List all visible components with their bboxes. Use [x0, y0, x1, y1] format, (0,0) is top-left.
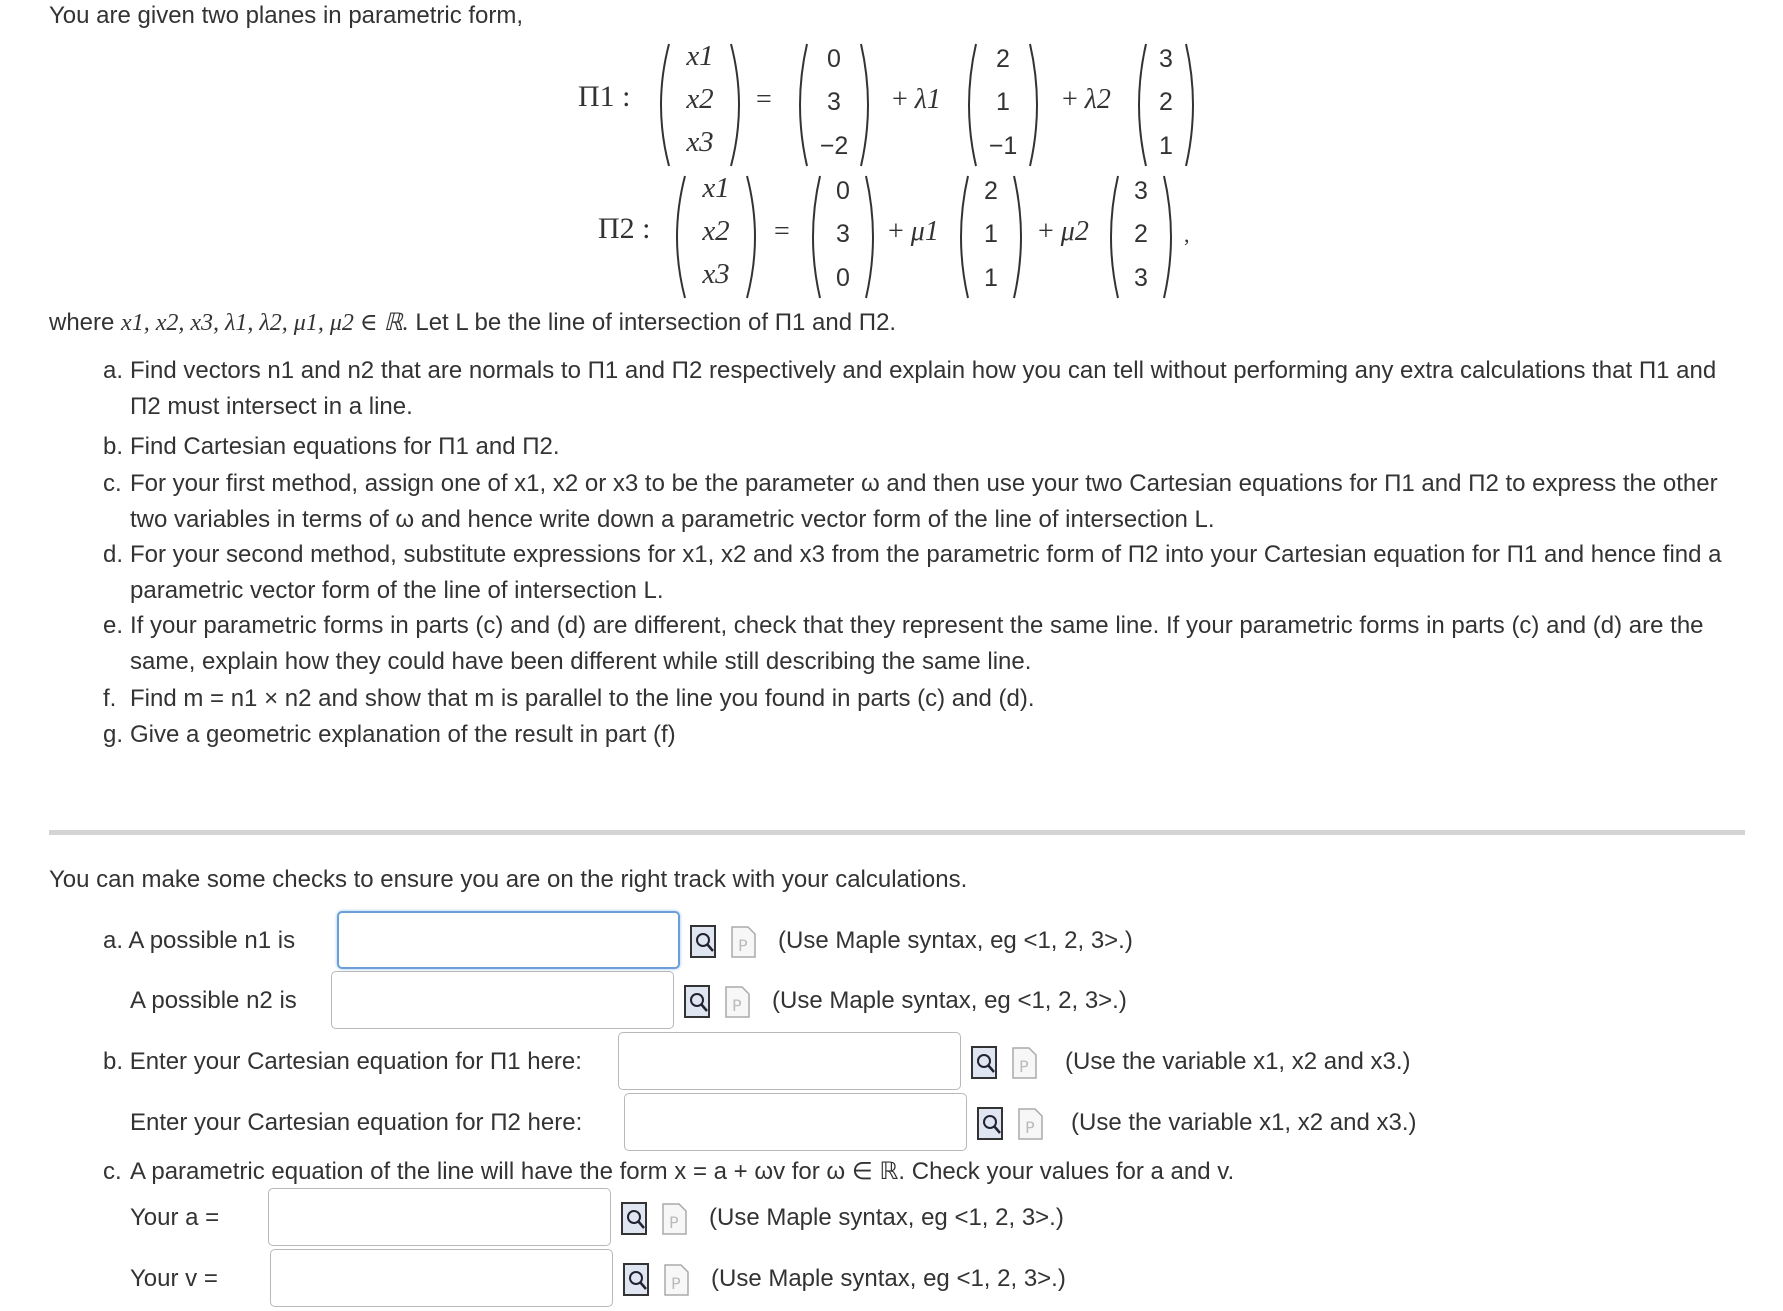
line-definition: Let L be the line of intersection of Π1 and Π2. — [415, 309, 897, 336]
parametric-form-line: c. A parametric equation of the line will have the form x = a + ωv for ω ∈ ℝ. Check your values for a and v. — [103, 1158, 1235, 1185]
plane1-label: Π1 : — [578, 80, 631, 113]
checks-intro: You can make some checks to ensure you are on the right track with your calculations. — [49, 866, 968, 893]
plane2-mu1: + μ1 — [888, 216, 939, 247]
syntax-help-icon[interactable] — [730, 925, 758, 959]
svg-text:P: P — [732, 996, 742, 1015]
n1-label: a. A possible n1 is — [103, 927, 296, 954]
pi1-label: b. Enter your Cartesian equation for Π1 here: — [103, 1048, 582, 1075]
syntax-help-icon[interactable] — [724, 985, 752, 1019]
svg-text:P: P — [1025, 1118, 1035, 1137]
question-f: f. Find m = n1 × n2 and show that m is parallel to the line you found in parts (c) and (d). — [103, 685, 1035, 712]
svg-text:P: P — [669, 1213, 679, 1232]
section-divider — [49, 830, 1745, 835]
field-row-v — [0, 1249, 1783, 1311]
pi1-equation-input[interactable] — [618, 1032, 961, 1090]
plane1-direction2-vector: 3 2 1 — [1134, 40, 1198, 170]
n2-hint: (Use Maple syntax, eg <1, 2, 3>.) — [772, 987, 1127, 1014]
plane2-label: Π2 : — [598, 212, 651, 245]
plane1-point-vector: 0 3 −2 — [795, 40, 873, 170]
v-label: Your v = — [130, 1265, 218, 1292]
preview-icon[interactable] — [977, 1107, 1005, 1141]
svg-text:P: P — [1019, 1057, 1029, 1076]
plane2-mu2: + μ2 — [1038, 216, 1089, 247]
pi2-equation-input[interactable] — [624, 1093, 967, 1151]
preview-icon[interactable] — [623, 1263, 651, 1297]
plane2-direction2-vector: 3 2 3 — [1106, 172, 1176, 302]
a-vector-input[interactable] — [268, 1188, 611, 1246]
a-hint: (Use Maple syntax, eg <1, 2, 3>.) — [709, 1204, 1064, 1231]
n1-hint: (Use Maple syntax, eg <1, 2, 3>.) — [778, 927, 1133, 954]
question-c: c. For your first method, assign one of x1, x2 or x3 to be the parameter ω and then use your two Cartesian equations for Π1 and Π2 to express the other two variables in terms of ω and hence write down a parametric vector form of the line of intersection L. — [103, 470, 1718, 533]
syntax-help-icon[interactable] — [663, 1263, 691, 1297]
equals-sign: = — [756, 84, 772, 115]
svg-text:P: P — [671, 1274, 681, 1293]
question-b: b. Find Cartesian equations for Π1 and Π2. — [103, 433, 560, 460]
plane1-direction1-vector: 2 1 −1 — [964, 40, 1042, 170]
plane1-equation — [0, 40, 1783, 170]
plane1-lambda2: + λ2 — [1062, 84, 1111, 115]
field-row-n1 — [0, 911, 1783, 973]
field-row-n2 — [0, 971, 1783, 1033]
svg-text:P: P — [738, 936, 748, 955]
plane1-x-vector: x1 x2 x3 — [655, 40, 745, 170]
n1-input[interactable] — [337, 911, 680, 969]
syntax-help-icon[interactable] — [661, 1202, 689, 1236]
plane2-equation — [0, 172, 1783, 302]
field-row-pi1 — [0, 1032, 1783, 1094]
n2-input[interactable] — [331, 971, 674, 1029]
equals-sign: = — [774, 216, 790, 247]
v-vector-input[interactable] — [270, 1249, 613, 1307]
field-row-pi2 — [0, 1093, 1783, 1155]
preview-icon[interactable] — [621, 1202, 649, 1236]
a-label: Your a = — [130, 1204, 220, 1231]
question-g: g. Give a geometric explanation of the result in part (f) — [103, 721, 676, 748]
intro-text: You are given two planes in parametric form, — [49, 2, 524, 29]
pi1-hint: (Use the variable x1, x2 and x3.) — [1065, 1048, 1411, 1075]
plane2-direction1-vector: 2 1 1 — [956, 172, 1026, 302]
question-d: d. For your second method, substitute expressions for x1, x2 and x3 from the parametric form of Π2 into your Cartesian equation for Π1 and hence find a parametric vector form of the line of intersection L. — [103, 541, 1722, 604]
variables-set: x1, x2, x3, λ1, λ2, μ1, μ2 ∈ ℝ. — [121, 310, 409, 336]
preview-icon[interactable] — [971, 1046, 999, 1080]
plane2-point-vector: 0 3 0 — [808, 172, 878, 302]
preview-icon[interactable] — [690, 925, 718, 959]
field-row-a — [0, 1188, 1783, 1250]
trailing-comma: , — [1184, 222, 1190, 247]
syntax-help-icon[interactable] — [1017, 1107, 1045, 1141]
where-line: where x1, x2, x3, λ1, λ2, μ1, μ2 ∈ ℝ. Let L be the line of intersection of Π1 and Π2. — [49, 309, 897, 336]
n2-label: A possible n2 is — [130, 987, 297, 1014]
v-hint: (Use Maple syntax, eg <1, 2, 3>.) — [711, 1265, 1066, 1292]
pi2-label: Enter your Cartesian equation for Π2 here: — [130, 1109, 583, 1136]
preview-icon[interactable] — [684, 985, 712, 1019]
syntax-help-icon[interactable] — [1011, 1046, 1039, 1080]
question-a: a. Find vectors n1 and n2 that are normals to Π1 and Π2 respectively and explain how you can tell without performing any extra calculations that Π1 and Π2 must intersect in a line. — [103, 357, 1717, 420]
question-e: e. If your parametric forms in parts (c) and (d) are different, check that they represent the same line. If your parametric forms in parts (c) and (d) are the same, explain how they could have been different while still describing the same line. — [103, 612, 1704, 675]
plane2-x-vector: x1 x2 x3 — [671, 172, 761, 302]
plane1-lambda1: + λ1 — [892, 84, 941, 115]
pi2-hint: (Use the variable x1, x2 and x3.) — [1071, 1109, 1417, 1136]
